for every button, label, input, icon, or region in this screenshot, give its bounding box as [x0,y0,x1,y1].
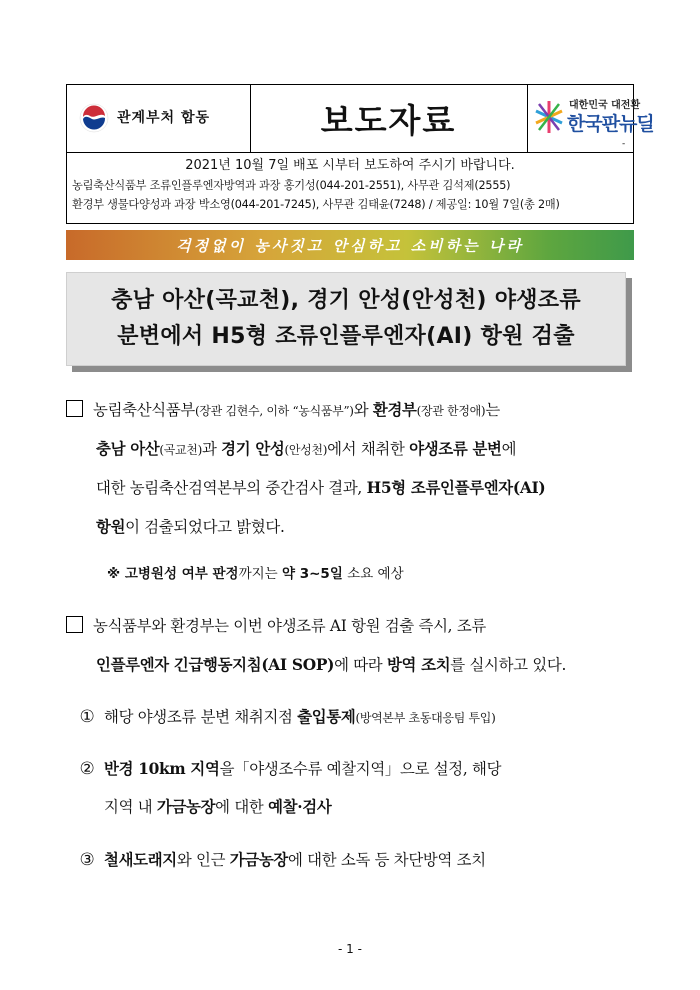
contact-line-1: 농림축산식품부 조류인플루엔자방역과 과장 홍기성(044-201-2551), 사무관 김석제(2555) [72,179,511,192]
text-span: 와 [353,401,373,419]
checkbox-bullet-icon [66,400,83,417]
list-item-3 [78,848,486,870]
text-span: 에 대한 [215,798,269,816]
brand-cell [527,85,654,152]
brand-name: 한국판뉴딜 [567,113,654,135]
text-span: 해당 야생조류 분변 채취지점 [104,708,298,726]
paragraph-2-line-2 [96,653,566,675]
text-span: 출입통제 [297,708,356,726]
header-table [66,84,654,224]
text-span: (안성천) [284,443,328,457]
text-span: 환경부 [372,401,417,419]
dept-cell [67,85,251,152]
text-span: 이 검출되었다고 밝혔다. [125,518,285,536]
paragraph-2-line-1 [66,614,486,636]
text-span: (AI SOP) [261,656,335,674]
text-span: 을「야생조수류 예찰지역」으로 설정, 해당 [219,760,502,778]
text-span: 가금농장 [229,851,289,869]
new-deal-logo-icon [533,99,565,135]
text-span: 가금농장 [156,798,216,816]
text-span: 까지는 [238,566,282,582]
doc-type-title: 보도자료 [250,85,528,152]
text-span: H5형 조류인플루엔자(AI) [366,479,546,497]
text-span: 경기 안성 [221,440,285,458]
text-span: 충남 아산 [96,440,160,458]
text-span: 농식품부와 환경부는 이번 야생조류 AI 항원 검출 즉시, 조류 [93,617,486,635]
text-span: 에 따라 [334,656,387,674]
checkbox-bullet-icon [66,616,83,633]
slogan-text: 걱정없이 농사짓고 안심하고 소비하는 나라 [176,236,524,255]
paragraph-1-line-2 [96,437,516,459]
text-span: 인플루엔자 긴급행동지침 [96,656,262,674]
text-span: 농림축산식품부 [93,401,195,419]
text-span: 는 [485,401,500,419]
text-span: 와 인근 [176,851,230,869]
item-number: ③ [79,850,95,870]
text-span: 고병원성 여부 판정 [124,566,239,582]
text-span: 대한 농림축산검역본부의 중간검사 결과, [96,479,367,497]
text-span: 항원 [96,518,126,536]
list-item-2 [78,757,501,779]
slogan-banner [66,230,634,260]
text-span: ※ [107,566,125,582]
paragraph-1-line-1 [66,398,500,420]
text-span: 소요 예상 [342,566,404,582]
header-top-row [67,85,654,153]
text-span: 철새도래지 [104,851,177,869]
list-item-1 [78,705,495,727]
dept-label: 관계부처 합동 [117,110,211,126]
page-number: - 1 - [338,942,362,956]
text-span: 약 3∼5일 [281,566,343,582]
text-span: 지역 내 [104,798,157,816]
text-span: (장관 김현수, 이하 “농식품부”) [194,404,354,418]
text-span: 반경 10km 지역 [104,760,220,778]
text-span: (곡교천) [159,443,202,457]
release-note: 2021년 10월 7일 배포 시부터 보도하여 주시기 바랍니다. [185,158,515,173]
text-span: 야생조류 분변 [409,440,502,458]
headline-line-2: 분변에서 H5형 조류인플루엔자(AI) 항원 검출 [117,324,575,349]
text-span: 방역 조치 [386,656,451,674]
note-line [107,562,404,582]
headline-line-1: 충남 아산(곡교천), 경기 안성(안성천) 야생조류 [111,288,581,313]
text-span: 에서 채취한 [327,440,410,458]
paragraph-1-line-4 [96,515,285,537]
item-number: ① [79,707,95,727]
list-item-2-continued [104,795,331,817]
headline-box [66,272,626,366]
brand-slogan: 대한민국 대전환 [569,100,641,111]
brand-dash: - [622,139,626,149]
text-span: 과 [201,440,222,458]
text-span: 에 대한 소독 등 차단방역 조치 [288,851,486,869]
text-span: 에 [501,440,517,458]
text-span: 예찰·검사 [268,798,332,816]
text-span: 를 실시하고 있다. [450,656,567,674]
item-number: ② [79,759,95,779]
government-emblem-icon [79,103,109,133]
text-span: (방역본부 초동대응팀 투입) [355,711,496,725]
paragraph-1-line-3 [96,476,545,498]
text-span: (장관 한정애) [416,404,486,418]
contact-line-2: 환경부 생물다양성과 과장 박소영(044-201-7245), 사무관 김태윤(7248) / 제공일: 10월 7일(총 2매) [72,198,560,211]
